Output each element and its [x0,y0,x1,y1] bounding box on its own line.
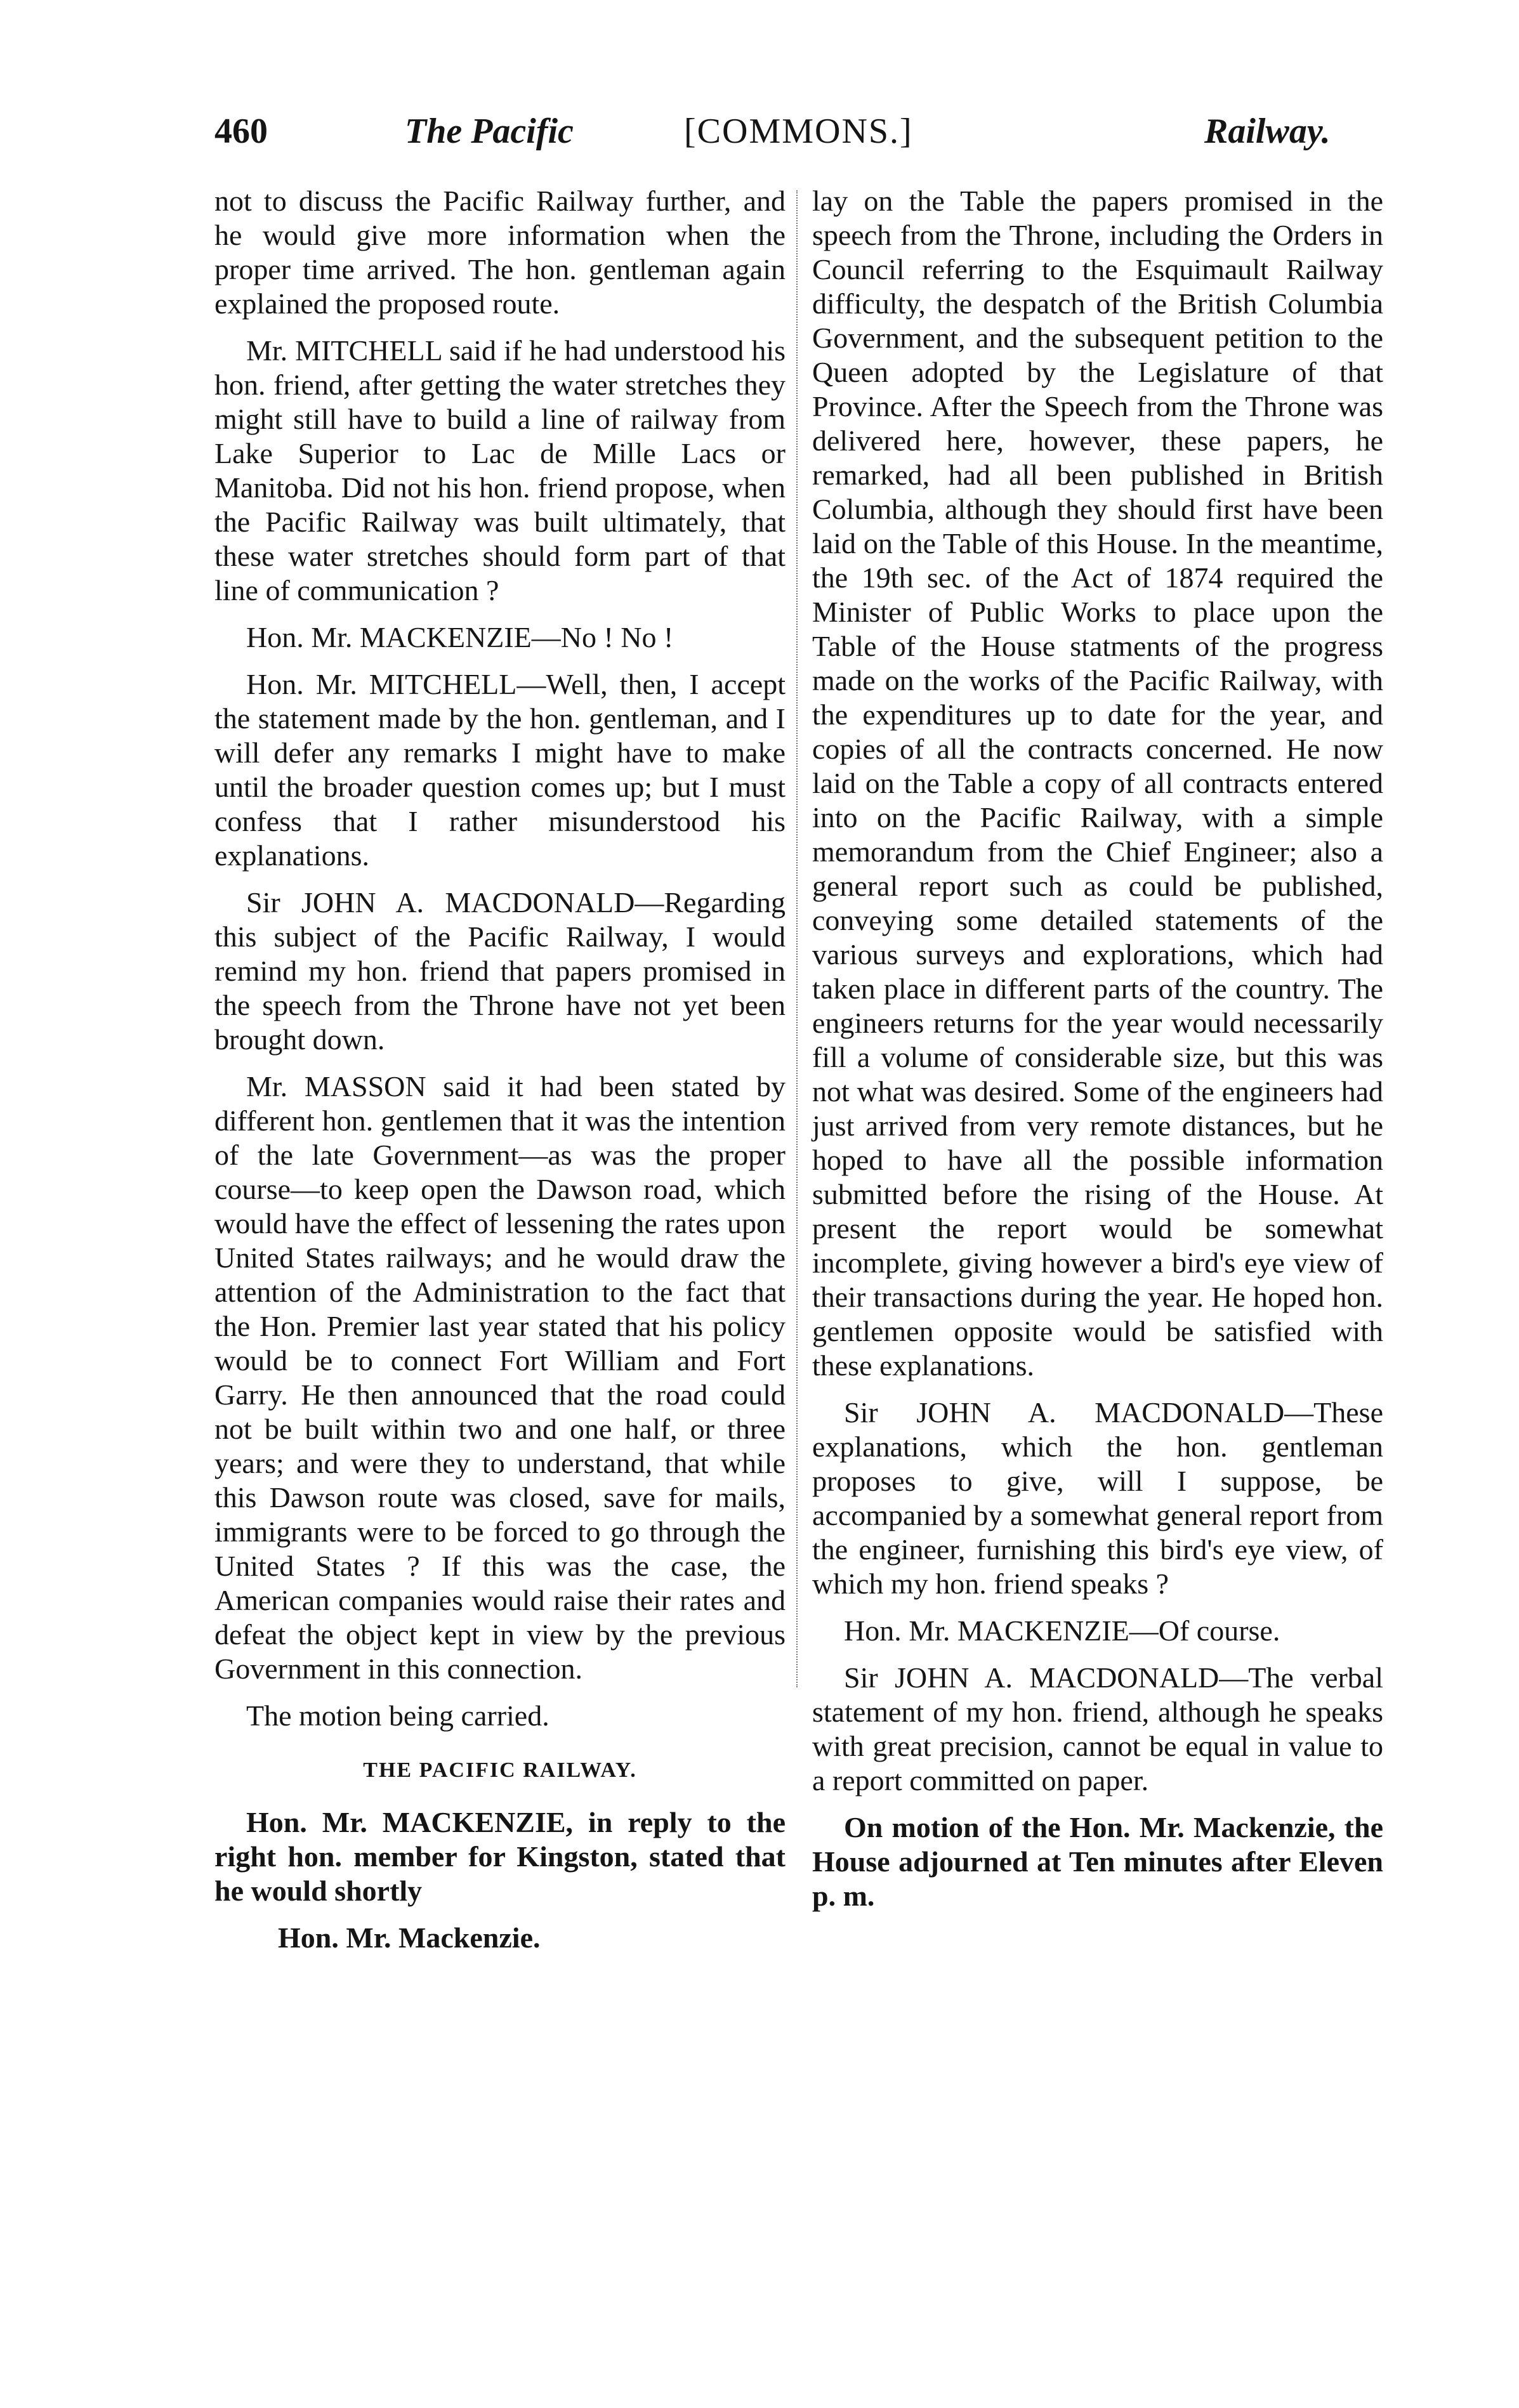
paragraph: not to discuss the Pacific Railway further, and he would give more information when the proper time arrived. The hon. gentleman again explained the proposed route. [214,185,786,320]
left-column [214,184,786,1955]
paragraph: Sir JOHN A. MACDONALD—Regarding this subject of the Pacific Railway, I would remind my hon. friend that papers promised in the speech from the Throne have not yet been brought down. [214,886,786,1056]
paragraph: Sir JOHN A. MACDONALD—These explanations, which the hon. gentleman proposes to give, will I suppose, be accompanied by a somewhat general report from the engineer, furnishing this bird's eye view, of which my hon. friend speaks ? [812,1396,1383,1600]
column-divider [796,190,798,1687]
running-header [214,111,1357,162]
paragraph: Hon. Mr. MACKENZIE—No ! No ! [246,621,674,653]
paragraph: Mr. MITCHELL said if he had understood his hon. friend, after getting the water stretches they might still have to build a line of railway from Lake Superior to Lac de Mille Lacs or Manitoba. Did not his hon. friend propose, when the Pacific Railway was built ultimately, that these water stretches should form part of that line of communication ? [214,334,786,606]
header-chamber: [COMMONS.] [684,112,913,151]
paragraph: Mr. MASSON said it had been stated by different hon. gentlemen that it was the intention of the late Government—as was the proper course—to keep open the Dawson road, which would have the effect of lessening the rates upon United States railways; and he would draw the attention of the Administration to the fact that the Hon. Premier last year stated that his policy would be to connect Fort William and Fort Garry. He then announced that the road could not be built within two and one half, or three years; and were they to understand, that while this Dawson route was closed, save for mails, immigrants were to be forced to go through the United States ? If this was the case, the American companies would raise their rates and defeat the object kept in view by the previous Government in this connection. [214,1070,786,1685]
paragraph: On motion of the Hon. Mr. Mackenzie, the House adjourned at Ten minutes after Eleven p. m. [812,1811,1383,1912]
header-title-left: The Pacific [405,112,574,151]
paragraph: Hon. Mr. MACKENZIE—Of course. [844,1614,1280,1647]
paragraph: Sir JOHN A. MACDONALD—The verbal statement of my hon. friend, although he speaks with great precision, cannot be equal in value to a report committed on paper. [812,1661,1383,1796]
paragraph: lay on the Table the papers promised in the speech from the Throne, including the Orders in Council referring to the Esquimault Railway difficulty, the despatch of the British Columbia Government, and the subsequent petition to the Queen adopted by the Legislature of that Province. After the Speech from the Throne was delivered here, however, these papers, he remarked, had all been published in British Columbia, although they should first have been laid on the Table of this House. In the meantime, the 19th sec. of the Act of 1874 required the Minister of Public Works to place upon the Table of the House statments of the progress made on the works of the Pacific Railway, with the expenditures up to date for the year, and copies of all the contracts concerned. He now laid on the Table a copy of all contracts entered into on the Pacific Railway, with a simple memorandum from the Chief Engineer; also a general report such as could be published, conveying some detailed statements of the various surveys and explorations, which had taken place in different parts of the country. The engineers returns for the year would necessarily fill a volume of considerable size, but this was not what was desired. Some of the engineers had just arrived from very remote distances, but he hoped to have all the possible information submitted before the rising of the House. At present the report would be somewhat incomplete, giving however a bird's eye view of their transactions during the year. He hoped hon. gentlemen opposite would be satisfied with these explanations. [812,185,1383,1382]
right-column [812,184,1383,1926]
catchword: Hon. Mr. Mackenzie. [278,1921,541,1954]
page-number: 460 [214,112,268,151]
section-heading: THE PACIFIC RAILWAY. [363,1758,637,1782]
paragraph: Hon. Mr. MACKENZIE, in reply to the right hon. member for Kingston, stated that he would shortly [214,1806,786,1907]
header-title-right: Railway. [1204,112,1331,151]
paragraph: The motion being carried. [246,1699,549,1732]
paragraph: Hon. Mr. MITCHELL—Well, then, I accept the statement made by the hon. gentleman, and I will defer any remarks I might have to make until the broader question comes up; but I must confess that I rather misunderstood his explanations. [214,668,786,872]
